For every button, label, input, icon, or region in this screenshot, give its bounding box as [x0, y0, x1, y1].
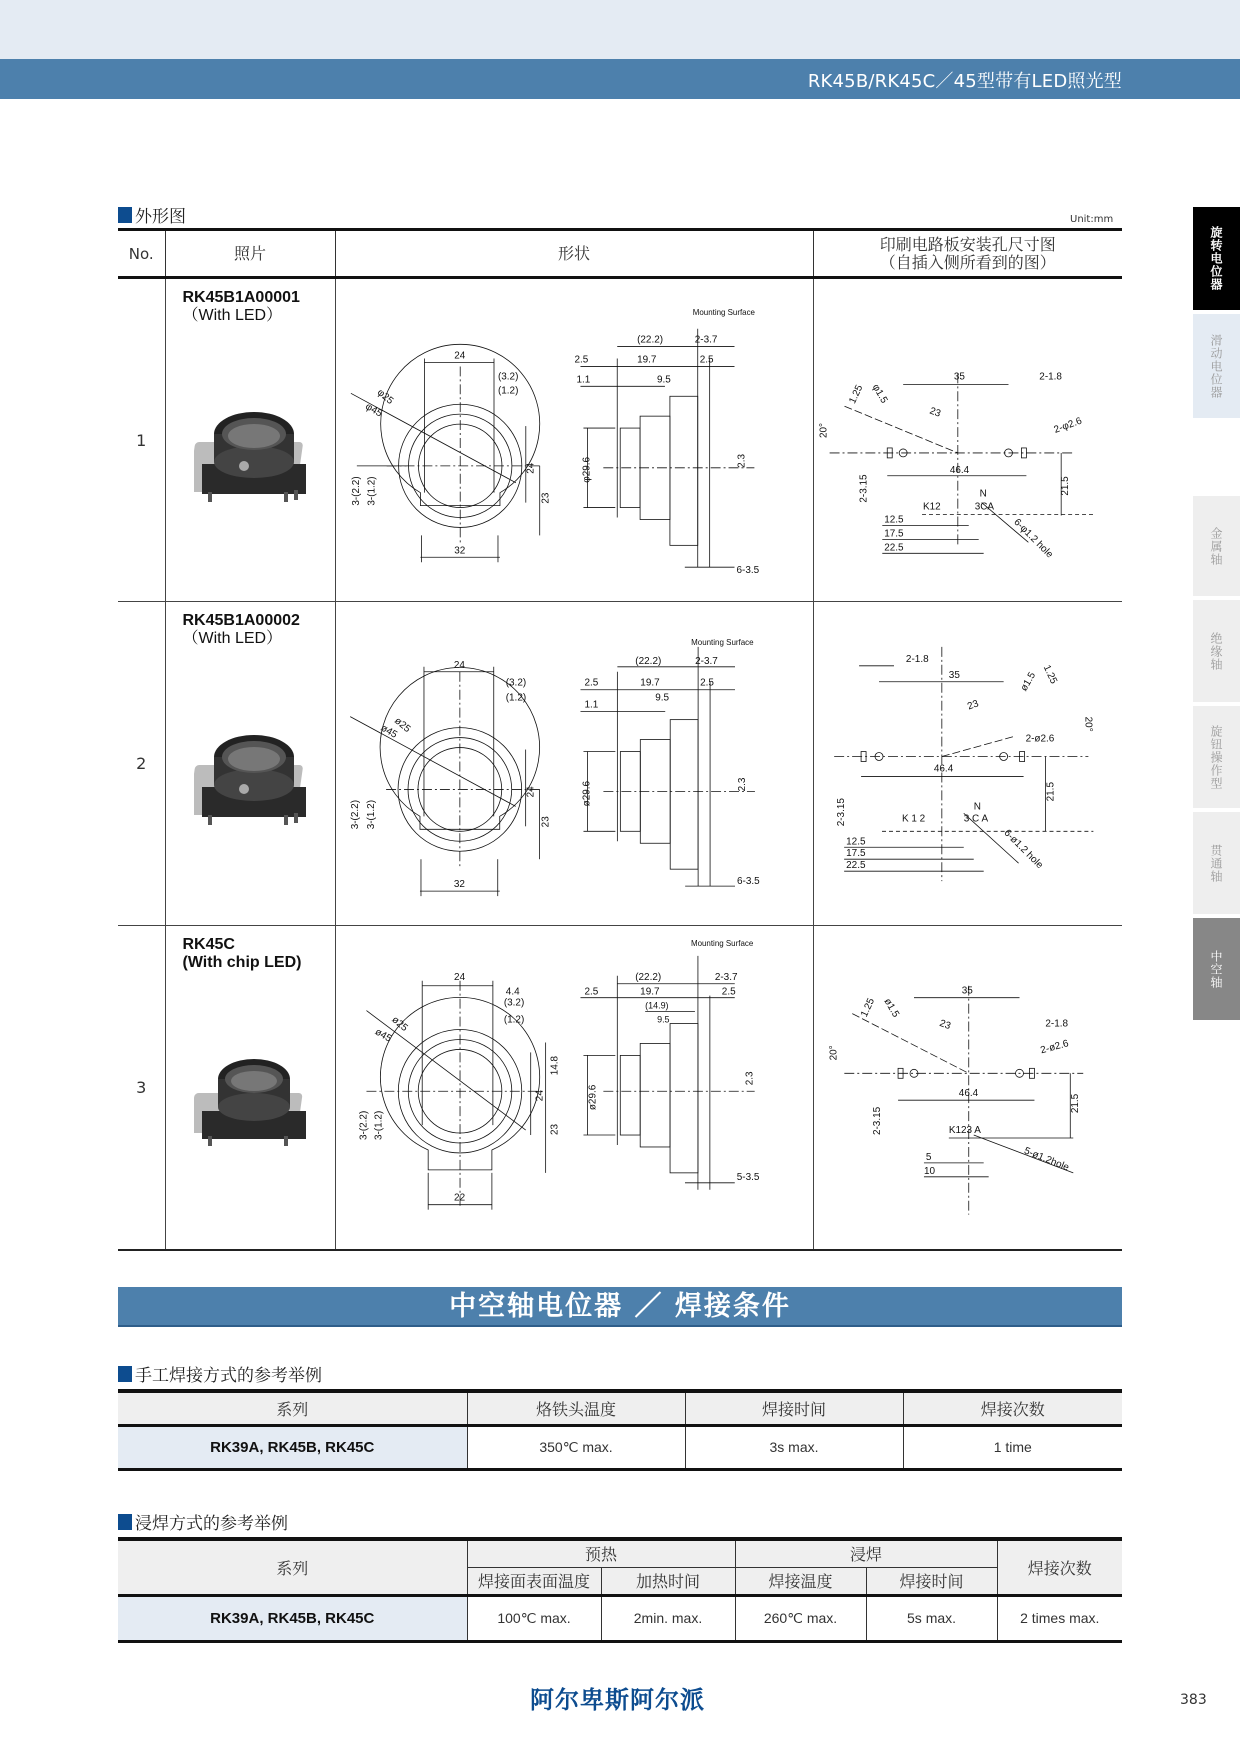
- side-tab-nav: [1193, 207, 1240, 1024]
- svg-text:3-(2.2): 3-(2.2): [357, 1110, 369, 1141]
- shape-drawing-cell: [335, 602, 813, 926]
- svg-text:46.4: 46.4: [949, 464, 969, 476]
- svg-text:(3.2): (3.2): [505, 677, 526, 689]
- svg-text:12.5: 12.5: [883, 514, 904, 526]
- svg-text:Mounting Surface: Mounting Surface: [690, 637, 754, 647]
- table-header-row: [118, 1539, 1122, 1567]
- col-solder-temp: 焊接温度: [735, 1567, 866, 1595]
- svg-text:6-φ1.2 hole: 6-φ1.2 hole: [1010, 516, 1055, 561]
- col-pcb: 印刷电路板安装孔尺寸图 （自插入侧所看到的图）: [813, 230, 1122, 278]
- product-photo: [194, 717, 314, 832]
- svg-text:2-3.15: 2-3.15: [857, 474, 869, 503]
- solder-count-cell: 1 time: [903, 1425, 1122, 1469]
- photo-cell: [165, 278, 335, 602]
- side-tab-knob-type[interactable]: 旋钮操作型: [1193, 706, 1240, 808]
- svg-text:2-3.15: 2-3.15: [835, 798, 847, 827]
- series-cell: RK39A, RK45B, RK45C: [118, 1595, 467, 1641]
- svg-text:3-(1.2): 3-(1.2): [366, 476, 378, 506]
- table-row: [118, 1595, 1122, 1641]
- side-tab-metal-shaft[interactable]: 金属轴: [1193, 496, 1240, 596]
- side-tab-insulated-shaft[interactable]: 绝缘轴: [1193, 600, 1240, 702]
- svg-text:32: 32: [453, 545, 465, 557]
- row-number: 2: [118, 602, 165, 926]
- solder-time-cell: 3s max.: [685, 1425, 903, 1469]
- svg-text:3 C A: 3 C A: [963, 813, 988, 825]
- unit-label: Unit:mm: [1070, 214, 1114, 225]
- svg-text:2-1.8: 2-1.8: [905, 653, 929, 665]
- svg-text:3-(2.2): 3-(2.2): [350, 476, 362, 506]
- outline-header-row: [118, 230, 1122, 278]
- pcb-drawing: [814, 279, 1123, 601]
- svg-text:1.25: 1.25: [858, 996, 877, 1019]
- svg-text:20°: 20°: [1081, 716, 1093, 732]
- svg-text:Mounting Surface: Mounting Surface: [692, 307, 755, 317]
- svg-text:9.5: 9.5: [654, 692, 669, 704]
- svg-text:(22.2): (22.2): [636, 334, 663, 346]
- table-row: [118, 926, 1122, 1250]
- svg-text:21.5: 21.5: [1059, 476, 1071, 496]
- table-row: [118, 1425, 1122, 1469]
- svg-text:5: 5: [925, 1151, 931, 1163]
- section-marker-icon: [118, 1366, 132, 1382]
- svg-text:2-ø2.6: 2-ø2.6: [1038, 1038, 1070, 1057]
- pcb-drawing-cell: [813, 926, 1122, 1250]
- svg-text:2-3.15: 2-3.15: [871, 1106, 883, 1136]
- svg-text:(22.2): (22.2): [634, 655, 661, 667]
- svg-text:2.5: 2.5: [583, 986, 598, 998]
- svg-text:22.5: 22.5: [883, 542, 904, 554]
- svg-text:ø25: ø25: [391, 715, 412, 735]
- svg-text:24: 24: [453, 350, 465, 362]
- svg-text:4.4: 4.4: [505, 986, 520, 998]
- product-photo: [194, 394, 314, 509]
- svg-text:ø29.6: ø29.6: [586, 1084, 598, 1111]
- svg-text:ø29.6: ø29.6: [580, 780, 592, 807]
- svg-text:35: 35: [948, 669, 960, 681]
- svg-text:3-(2.2): 3-(2.2): [349, 799, 361, 830]
- col-no: No.: [118, 230, 165, 278]
- iron-tip-temp-cell: 350℃ max.: [467, 1425, 685, 1469]
- brand-logo: 阿尔卑斯阿尔派: [530, 1686, 705, 1714]
- svg-text:2-3.7: 2-3.7: [694, 334, 717, 346]
- svg-text:2.3: 2.3: [736, 777, 748, 792]
- svg-text:φ1.5: φ1.5: [869, 382, 889, 406]
- svg-text:ø25: ø25: [388, 1014, 410, 1034]
- photo-cell: [165, 926, 335, 1250]
- svg-text:3-(1.2): 3-(1.2): [372, 1110, 384, 1141]
- col-solder-time: 焊接时间: [685, 1391, 903, 1425]
- svg-text:5-3.5: 5-3.5: [736, 1171, 759, 1183]
- svg-text:2.5: 2.5: [583, 677, 598, 689]
- svg-text:46.4: 46.4: [958, 1088, 978, 1100]
- table-row: [118, 278, 1122, 602]
- svg-text:14.8: 14.8: [549, 1055, 561, 1076]
- svg-text:(3.2): (3.2): [497, 371, 518, 383]
- svg-text:6-3.5: 6-3.5: [735, 565, 759, 577]
- dip-solder-section-title: 浸焊方式的参考举例: [118, 1509, 288, 1534]
- side-tab-spacer: [1193, 422, 1240, 496]
- svg-text:2.5: 2.5: [699, 677, 714, 689]
- shape-drawing: [336, 279, 813, 601]
- svg-text:17.5: 17.5: [883, 528, 904, 540]
- svg-text:1.1: 1.1: [575, 374, 590, 386]
- table-header-row: [118, 1391, 1122, 1425]
- svg-text:2.5: 2.5: [699, 354, 714, 366]
- outline-section-title: 外形图: [118, 202, 186, 227]
- row-number: 3: [118, 926, 165, 1250]
- col-surface-temp: 焊接面表面温度: [467, 1567, 601, 1595]
- col-group-preheat: 预热: [467, 1539, 735, 1567]
- svg-text:(1.2): (1.2): [497, 385, 518, 397]
- side-tab-hollow-shaft[interactable]: 中空轴: [1193, 918, 1240, 1020]
- svg-text:9.5: 9.5: [656, 374, 671, 386]
- svg-text:24: 24: [525, 786, 537, 798]
- dip-solder-table: [118, 1537, 1122, 1643]
- model-name: RK45B1A00001 （With LED）: [182, 289, 300, 324]
- svg-text:23: 23: [937, 1018, 952, 1033]
- svg-text:(1.2): (1.2): [505, 692, 526, 704]
- svg-text:K123 A: K123 A: [948, 1125, 981, 1137]
- section-marker-icon: [118, 1514, 132, 1530]
- series-cell: RK39A, RK45B, RK45C: [118, 1425, 467, 1469]
- svg-text:24: 24: [525, 462, 537, 474]
- svg-text:ø1.5: ø1.5: [881, 996, 901, 1020]
- hand-solder-table: [118, 1389, 1122, 1471]
- svg-text:(1.2): (1.2): [503, 1014, 524, 1026]
- col-group-dip: 浸焊: [735, 1539, 997, 1567]
- svg-text:35: 35: [961, 985, 973, 997]
- svg-text:2-1.8: 2-1.8: [1044, 1018, 1068, 1030]
- svg-text:ø1.5: ø1.5: [1018, 670, 1038, 694]
- col-photo: 照片: [165, 230, 335, 278]
- svg-text:19.7: 19.7: [639, 677, 660, 689]
- svg-text:10: 10: [923, 1165, 935, 1177]
- svg-text:23: 23: [540, 492, 552, 504]
- svg-text:ø45: ø45: [372, 1026, 393, 1045]
- svg-text:23: 23: [540, 816, 552, 828]
- solder-time-cell: 5s max.: [866, 1595, 997, 1641]
- svg-text:(14.9): (14.9): [644, 1000, 669, 1011]
- solder-conditions-title: 中空轴电位器 ／ 焊接条件: [118, 1287, 1122, 1327]
- col-solder-time: 焊接时间: [866, 1567, 997, 1595]
- col-series: 系列: [118, 1391, 467, 1425]
- svg-text:2.3: 2.3: [735, 454, 747, 468]
- svg-text:φ29.6: φ29.6: [580, 456, 592, 483]
- col-series: 系列: [118, 1539, 467, 1595]
- svg-text:24: 24: [453, 659, 465, 671]
- product-photo: [194, 1041, 314, 1156]
- page-header-title: RK45B/RK45C／45型带有LED照光型: [807, 71, 1122, 92]
- svg-text:ø45: ø45: [378, 722, 399, 741]
- svg-text:12.5: 12.5: [845, 836, 866, 848]
- svg-text:19.7: 19.7: [639, 986, 660, 998]
- svg-text:1.1: 1.1: [583, 699, 598, 711]
- svg-text:3-(1.2): 3-(1.2): [365, 799, 377, 830]
- svg-text:φ25: φ25: [374, 387, 395, 407]
- pcb-drawing-cell: [813, 602, 1122, 926]
- hand-solder-section-title: 手工焊接方式的参考举例: [118, 1361, 322, 1386]
- photo-cell: [165, 602, 335, 926]
- svg-text:N: N: [973, 801, 981, 813]
- svg-text:23: 23: [549, 1123, 561, 1136]
- svg-text:46.4: 46.4: [933, 763, 953, 775]
- svg-text:35: 35: [953, 371, 965, 383]
- col-shape: 形状: [335, 230, 813, 278]
- svg-text:5-ø1.2hole: 5-ø1.2hole: [1021, 1145, 1071, 1174]
- svg-text:21.5: 21.5: [1069, 1093, 1081, 1114]
- svg-text:2-φ2.6: 2-φ2.6: [1051, 415, 1084, 436]
- svg-text:(22.2): (22.2): [634, 971, 661, 983]
- top-band: [0, 0, 1240, 59]
- svg-text:2-1.8: 2-1.8: [1038, 371, 1062, 383]
- svg-text:22.5: 22.5: [845, 860, 866, 872]
- table-row: [118, 602, 1122, 926]
- shape-drawing-cell: [335, 278, 813, 602]
- svg-text:2.3: 2.3: [744, 1071, 756, 1086]
- shape-drawing: [336, 926, 813, 1249]
- svg-text:24: 24: [453, 971, 465, 983]
- side-tab-through-shaft[interactable]: 贯通轴: [1193, 812, 1240, 914]
- side-tab-slide-potentiometer[interactable]: 滑动电位器: [1193, 314, 1240, 418]
- svg-text:3CA: 3CA: [974, 501, 994, 513]
- solder-count-cell: 2 times max.: [997, 1595, 1122, 1641]
- shape-drawing-cell: [335, 926, 813, 1250]
- svg-text:K12: K12: [922, 501, 941, 513]
- svg-text:2.5: 2.5: [721, 986, 736, 998]
- shape-drawing: [336, 602, 813, 925]
- svg-text:2-ø2.6: 2-ø2.6: [1025, 733, 1054, 745]
- pcb-drawing: [814, 926, 1123, 1249]
- col-solder-count: 焊接次数: [997, 1539, 1122, 1595]
- svg-text:19.7: 19.7: [636, 354, 656, 366]
- svg-text:(3.2): (3.2): [503, 997, 524, 1009]
- svg-text:1.25: 1.25: [1040, 663, 1059, 686]
- section-marker-icon: [118, 207, 132, 223]
- row-number: 1: [118, 278, 165, 602]
- svg-text:2.5: 2.5: [574, 354, 588, 366]
- side-tab-rotary-potentiometer[interactable]: 旋转电位器: [1193, 207, 1240, 310]
- svg-text:20°: 20°: [818, 422, 830, 439]
- outline-table: [118, 228, 1122, 1251]
- svg-text:24: 24: [534, 1090, 546, 1102]
- svg-text:23: 23: [927, 405, 942, 420]
- svg-text:9.5: 9.5: [656, 1014, 670, 1025]
- svg-text:1.25: 1.25: [846, 383, 865, 406]
- svg-text:6-ø1.2 hole: 6-ø1.2 hole: [1001, 827, 1045, 872]
- svg-text:22: 22: [453, 1192, 465, 1204]
- svg-text:2-3.7: 2-3.7: [694, 655, 718, 667]
- solder-temp-cell: 260℃ max.: [735, 1595, 866, 1641]
- svg-text:N: N: [979, 488, 987, 500]
- col-heat-time: 加热时间: [601, 1567, 735, 1595]
- col-solder-count: 焊接次数: [903, 1391, 1122, 1425]
- svg-text:23: 23: [965, 698, 980, 713]
- pcb-drawing-cell: [813, 278, 1122, 602]
- model-name: RK45B1A00002 （With LED）: [182, 612, 300, 647]
- page-number: 383: [1180, 1692, 1207, 1708]
- svg-text:20°: 20°: [827, 1045, 839, 1061]
- svg-text:32: 32: [453, 879, 465, 891]
- svg-text:2-3.7: 2-3.7: [714, 971, 738, 983]
- svg-text:21.5: 21.5: [1044, 782, 1056, 802]
- col-iron-tip-temp: 烙铁头温度: [467, 1391, 685, 1425]
- svg-text:6-3.5: 6-3.5: [736, 876, 760, 888]
- svg-text:Mounting Surface: Mounting Surface: [690, 938, 753, 948]
- surface-temp-cell: 100℃ max.: [467, 1595, 601, 1641]
- svg-text:K 1 2: K 1 2: [901, 813, 925, 825]
- svg-text:17.5: 17.5: [845, 848, 866, 860]
- heat-time-cell: 2min. max.: [601, 1595, 735, 1641]
- model-name: RK45C (With chip LED): [182, 936, 302, 971]
- svg-text:φ45: φ45: [362, 401, 384, 420]
- pcb-drawing: [814, 602, 1123, 925]
